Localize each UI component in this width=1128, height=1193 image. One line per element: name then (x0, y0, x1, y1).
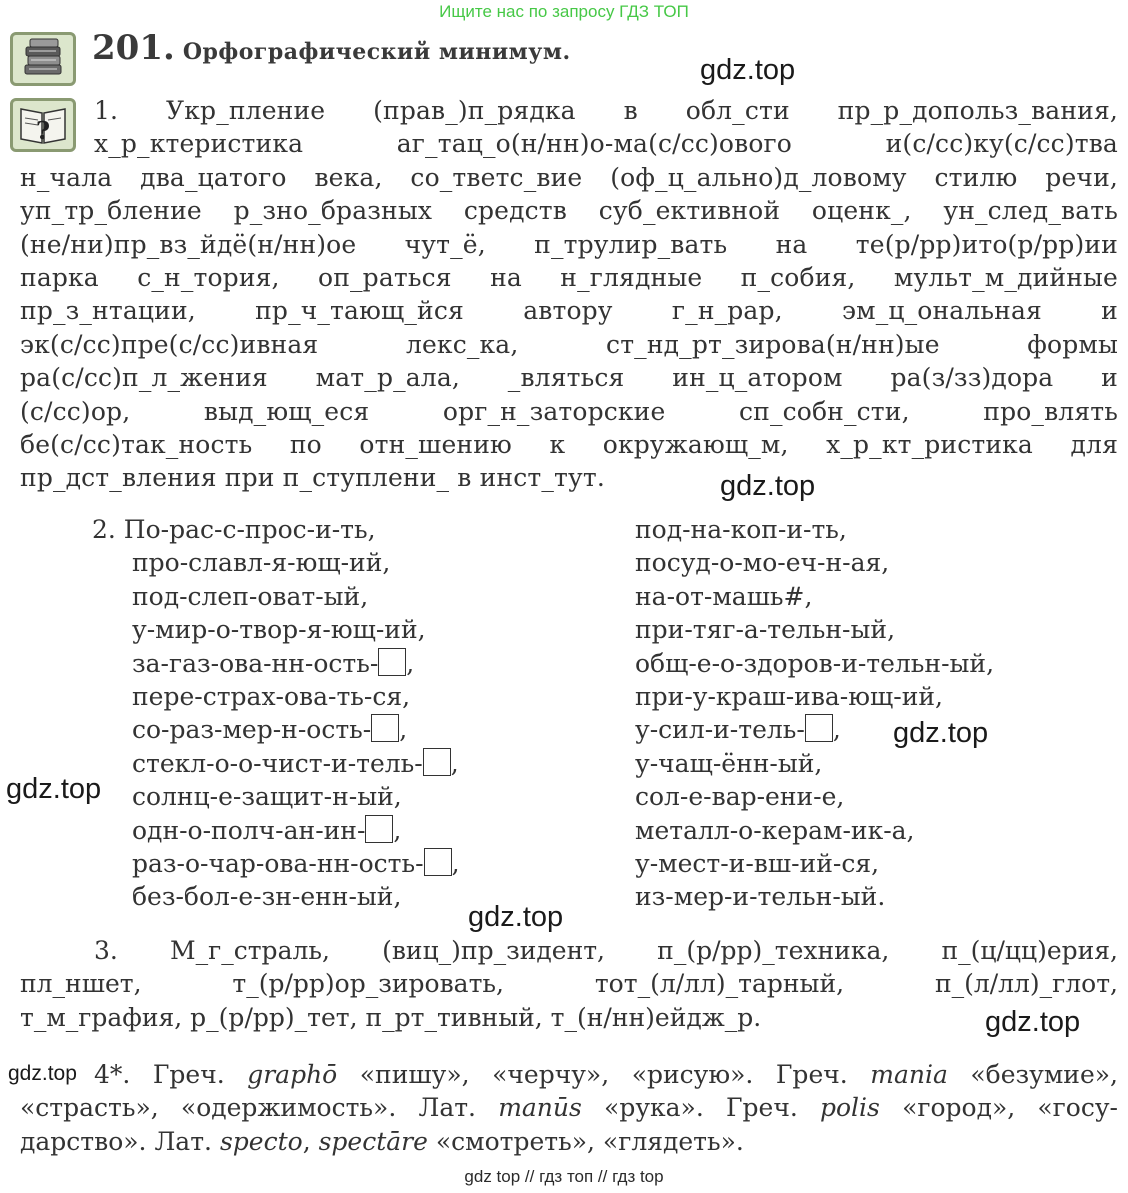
text-line: ра(с/сс)п_л_жения мат_р_ала, _вляться ин_ц_атором ра(з/зз)дора и (20, 363, 1118, 393)
svg-text:?: ? (35, 116, 51, 145)
word-text: 2. По-рас-с-прос-и-ть, (92, 515, 376, 544)
word-text: стекл-о-о-чист-и-тель- (132, 748, 423, 778)
word-tail: , (399, 715, 408, 745)
word-text: под-слеп-оват-ый, (132, 581, 369, 611)
foreign-word: mania (870, 1060, 948, 1089)
foreign-word: graphō (247, 1060, 338, 1089)
word-item (92, 546, 460, 579)
word-item (635, 847, 994, 880)
text-segment: «пишу», «черчу», «рисую». Греч. (337, 1060, 871, 1089)
top-banner[interactable]: Ищите нас по запросу ГДЗ ТОП (439, 2, 689, 21)
part-3-text (20, 934, 1118, 1034)
text-line: х_р_ктеристика аг_тац_о(н/нн)о-ма(с/сс)ового и(с/сс)ку(с/сс)тва (94, 129, 1118, 159)
word-text: со-раз-мер-н-ость- (132, 715, 372, 745)
word-text: на-от-машь#, (635, 581, 813, 611)
word-tail: , (393, 815, 402, 845)
text-segment: «смотреть», «глядеть». (427, 1126, 744, 1156)
word-text: из-мер-и-тельн-ый. (635, 882, 886, 912)
text-line (20, 1091, 1118, 1124)
word-item (92, 647, 460, 680)
text-line: эк(с/сс)пре(с/сс)ивная лекс_ка, ст_нд_рт_зирова(н/нн)ые формы (20, 329, 1118, 359)
part-2-left-column (92, 513, 460, 914)
text-line: (не/ни)пр_вз_йдё(н/нн)ое чут_ё, п_трулир_вать на те(р/рр)ито(р/рр)ии (20, 229, 1118, 259)
word-text: общ-е-о-здоров-и-тельн-ый, (635, 648, 995, 678)
empty-answer-box (378, 648, 406, 676)
word-item (635, 780, 994, 813)
word-item (635, 613, 994, 646)
word-tail: , (451, 848, 460, 878)
text-segment: «безумие», (947, 1060, 1119, 1089)
word-text: у-мест-и-вш-ий-ся, (635, 848, 880, 878)
word-tail: , (450, 748, 459, 778)
empty-answer-box (365, 815, 393, 843)
text-line: пр_з_нтации, пр_ч_тающ_йся автору г_н_рар, эм_ц_ональная и (20, 296, 1118, 326)
word-item (92, 513, 460, 546)
text-line: (с/сс)ор, выд_ющ_еся орг_н_заторские сп_собн_сти, про_влять (20, 396, 1118, 426)
text-line: парка с_н_тория, оп_раться на н_глядные п_собия, мульт_м_дийные (20, 262, 1118, 292)
word-item (635, 747, 994, 780)
text-line: н_чала два_цатого века, со_тветс_вие (оф_ц_ально)д_ловому стилю речи, (20, 162, 1118, 192)
word-item (92, 847, 460, 880)
watermark: gdz.top (700, 54, 796, 86)
word-text: сол-е-вар-ени-е, (635, 782, 845, 812)
watermark: gdz.top (893, 717, 989, 749)
word-item (635, 546, 994, 579)
word-text: раз-о-чар-ова-нн-ость- (132, 848, 424, 878)
text-segment: 4*. Греч. (94, 1060, 248, 1089)
empty-answer-box (805, 714, 833, 742)
word-text: металл-о-керам-ик-а, (635, 815, 915, 845)
watermark: gdz.top (8, 1062, 77, 1085)
word-item (635, 580, 994, 613)
text-line: пр_дст_вления при п_ступлени_ в инст_тут. (20, 463, 605, 493)
text-segment: дарство». Лат. (20, 1126, 220, 1156)
word-item (92, 780, 460, 813)
word-text: при-тяг-а-тельн-ый, (635, 615, 896, 645)
text-line: 1. Укр_пление (прав_)п_рядка в обл_сти пр_р_допольз_вания, (94, 96, 1118, 125)
text-line (20, 1125, 1118, 1158)
foreign-word: specto (219, 1126, 303, 1156)
footer-links[interactable]: gdz top // гдз топ // гдз top (464, 1167, 664, 1186)
watermark: gdz.top (720, 470, 816, 502)
word-item (92, 747, 460, 780)
word-text: у-чащ-ённ-ый, (635, 748, 823, 778)
word-item (635, 680, 994, 713)
part-1-text (20, 94, 1118, 495)
word-text: без-бол-е-зн-енн-ый, (132, 882, 402, 912)
foreign-word: polis (820, 1093, 880, 1123)
word-text: под-на-коп-и-ть, (635, 515, 847, 544)
watermark: gdz.top (985, 1006, 1081, 1038)
part-2-right-column (635, 513, 994, 914)
word-item (92, 880, 460, 913)
exercise-heading (92, 28, 571, 68)
word-text: пере-страх-ова-ть-ся, (132, 681, 411, 711)
empty-answer-box (424, 848, 452, 876)
word-item (92, 713, 460, 746)
books-icon (10, 32, 76, 86)
text-segment: «страсть», «одержимость». Лат. (20, 1093, 499, 1123)
word-text: одн-о-полч-ан-ин- (132, 815, 366, 845)
text-line: т_м_графия, р_(р/рр)_тет, п_рт_тивный, т_(н/нн)ейдж_р. (20, 1002, 762, 1032)
text-segment: «рука». Греч. (581, 1093, 820, 1123)
word-item (635, 880, 994, 913)
exercise-title: Орфографический минимум. (182, 39, 571, 65)
part-4-text (20, 1058, 1118, 1158)
word-text: за-газ-ова-нн-ость- (132, 648, 379, 678)
word-tail: , (406, 648, 415, 678)
word-text: посуд-о-мо-еч-н-ая, (635, 548, 890, 578)
empty-answer-box (423, 748, 451, 776)
word-tail: , (832, 715, 841, 745)
word-item (92, 814, 460, 847)
foreign-word: manūs (498, 1093, 582, 1123)
word-text: солнц-е-защит-н-ый, (132, 782, 402, 812)
foreign-word: spectāre (318, 1126, 428, 1156)
word-item (92, 680, 460, 713)
watermark: gdz.top (6, 773, 102, 805)
text-segment: , (302, 1126, 319, 1156)
word-item (635, 647, 994, 680)
word-text: про-славл-я-ющ-ий, (132, 548, 391, 578)
word-item (92, 613, 460, 646)
text-line (20, 1058, 1118, 1091)
word-item (92, 580, 460, 613)
empty-answer-box (371, 714, 399, 742)
text-segment: «город», «госу- (879, 1093, 1118, 1123)
exercise-number: 201. (92, 28, 175, 68)
text-line: 3. М_г_страль, (виц_)пр_зидент, п_(р/рр)_техника, п_(ц/цц)ерия, (94, 936, 1118, 965)
word-text: у-мир-о-твор-я-ющ-ий, (132, 615, 426, 645)
text-line: уп_тр_бление р_зно_бразных средств суб_ективной оценк_, ун_след_вать (20, 196, 1118, 226)
word-item (635, 513, 994, 546)
text-line: пл_ншет, т_(р/рр)ор_зировать, тот_(л/лл)_тарный, п_(л/лл)_глот, (20, 969, 1118, 999)
watermark: gdz.top (468, 901, 564, 933)
word-item (635, 814, 994, 847)
word-text: при-у-краш-ива-ющ-ий, (635, 681, 943, 711)
text-line: бе(с/сс)так_ность по отн_шению к окружающ_м, х_р_кт_ристика для (20, 429, 1118, 459)
word-text: у-сил-и-тель- (635, 715, 805, 745)
